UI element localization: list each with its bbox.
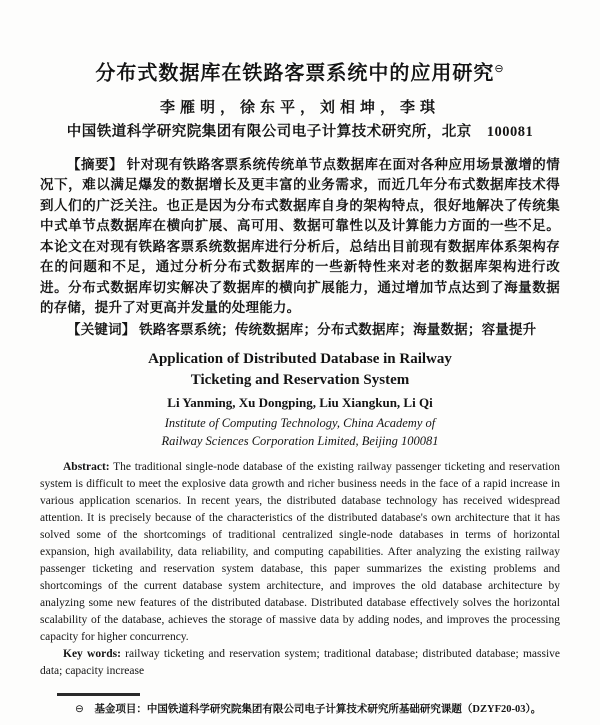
footnote: [0, 693, 600, 717]
paper-title-en-line2: Ticketing and Reservation System: [190, 372, 410, 389]
abstract-en-text: The traditional single-node database of the existing railway passenger ticketing and reservation system is difficult to meet the explosive data growth and richer business needs in the face of a rapid increase in various application scenarios. In recent years, the distributed database technology has received widespread attention. It is precisely because of the characteristics of the distributed database's own architecture that it has solved some of the shortcomings of traditional centralized single-node databases in terms of horizontal expansion, high availability, data reliability, and computing capabilities. After analyzing the existing railway passenger ticketing and reservation system database, this paper summarizes the existing problems and shortcomings of the current database system architecture, and improves the old database architecture by analyzing some new features of the distributed database. Distributed database effectively solves the horizontal scalability of the database, achieves the storage of massive data by adding nodes, and improves the processing capacity for higher concurrency.: [40, 461, 560, 644]
paper-title-cn: [40, 56, 560, 87]
keywords-en-text: railway ticketing and reservation system; traditional database; distributed database; massive data; capacity increase: [40, 648, 560, 678]
abstract-en: [40, 459, 560, 646]
affiliation-cn: 中国铁道科学研究院集团有限公司电子计算技术研究所，北京 100081: [66, 123, 534, 140]
keywords-cn-text: 铁路客票系统；传统数据库；分布式数据库；海量数据；容量提升: [139, 321, 537, 337]
keywords-en-label: Key words:: [63, 648, 121, 661]
abstract-en-label: Abstract:: [63, 461, 110, 474]
keywords-cn-label: 【关键词】: [67, 321, 136, 337]
abstract-cn: [40, 155, 560, 319]
paper-title-en: [40, 349, 560, 391]
paper-title-en-line1: Application of Distributed Database in Railway: [148, 351, 452, 368]
abstract-cn-text: 针对现有铁路客票系统传统单节点数据库在面对各种应用场景激增的情况下，难以满足爆发的数据增长及更丰富的业务需求，而近几年分布式数据库技术得到人们的广泛关注。也正是因为分布式数据库自身的架构特点，很好地解决了传统集中式单节点数据库在横向扩展、高可用、数据可靠性以及计算能力方面的一些不足。本论文在对现有铁路客票系统数据库进行分析后，总结出目前现有数据库体系架构存在的问题和不足，通过分析分布式数据库的一些新特性来对老的数据库架构进行改进。分布式数据库切实解决了数据库的横向扩展能力，通过增加节点达到了海量数据的存储，提升了对更高并发量的处理能力。: [40, 156, 560, 316]
footnote-mark: ⊖: [75, 704, 84, 715]
keywords-cn: [40, 320, 560, 341]
authors-cn: 李雁明，徐东平，刘相坤，李琪: [159, 99, 440, 116]
keywords-en: [40, 646, 560, 680]
paper-title-cn-text: 分布式数据库在铁路客票系统中的应用研究: [95, 62, 495, 85]
authors-en: Li Yanming, Xu Dongping, Liu Xiangkun, Li Qi: [167, 395, 433, 411]
affiliation-en-line1: Institute of Computing Technology, China Academy of: [164, 416, 436, 431]
affiliation-en: [40, 414, 560, 450]
footnote-text-line: [75, 703, 570, 717]
affiliation-en-line2: Railway Sciences Corporation Limited, Beijing 100081: [161, 434, 439, 449]
abstract-cn-label: 【摘要】: [67, 156, 123, 172]
footnote-separator-rule: [57, 693, 140, 696]
footnote-text: 基金项目：中国铁道科学研究院集团有限公司电子计算技术研究所基础研究课题（DZYF20-03）。: [94, 704, 542, 715]
title-footnote-mark: ⊖: [494, 63, 505, 75]
